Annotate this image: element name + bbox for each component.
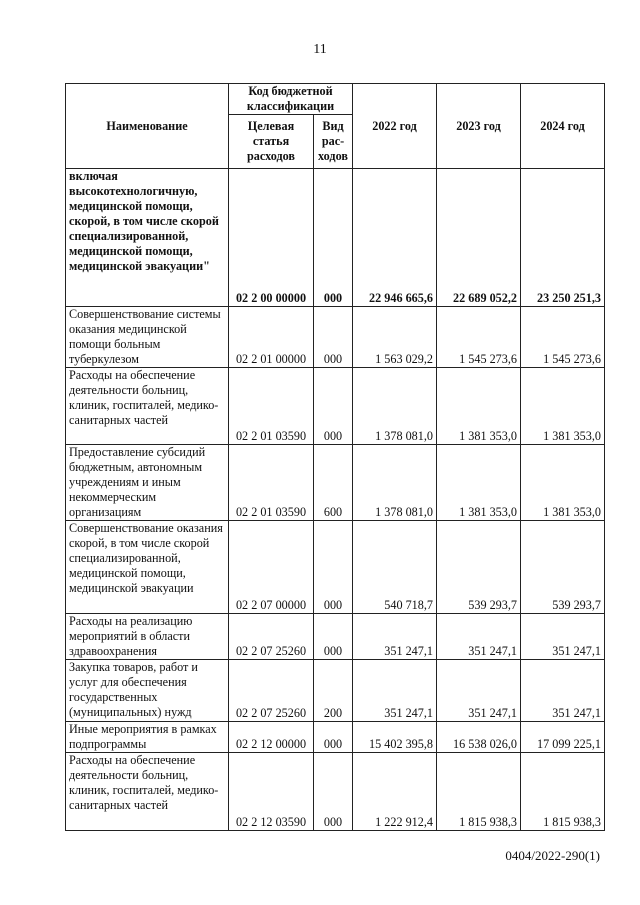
table-row [66,521,605,614]
row-value-2022: 1 378 081,0 [353,445,437,521]
row-expense-type: 000 [314,521,353,614]
row-value-2023: 16 538 026,0 [437,722,521,753]
header-target-article: Целевая статья расходов [229,115,314,169]
row-expense-type: 000 [314,753,353,831]
row-expense-type: 000 [314,169,353,307]
row-value-2024: 23 250 251,3 [521,169,605,307]
row-target-code: 02 2 07 25260 [229,614,314,660]
row-value-2023: 1 545 273,6 [437,307,521,368]
row-value-2022: 1 222 912,4 [353,753,437,831]
row-target-code: 02 2 07 00000 [229,521,314,614]
row-name: Совершенствование оказания скорой, в том числе скорой специализированной, медицинской помощи, медицинской эвакуации [66,521,229,614]
table-row [66,169,605,307]
row-value-2024: 1 815 938,3 [521,753,605,831]
row-value-2023: 351 247,1 [437,660,521,722]
row-value-2024: 351 247,1 [521,660,605,722]
row-value-2024: 539 293,7 [521,521,605,614]
row-target-code: 02 2 07 25260 [229,660,314,722]
row-name: Расходы на обеспечение деятельности больниц, клиник, госпиталей, медико-санитарных частей [66,753,229,831]
table-row [66,445,605,521]
row-value-2022: 15 402 395,8 [353,722,437,753]
row-name: Расходы на обеспечение деятельности больниц, клиник, госпиталей, медико-санитарных частей [66,368,229,445]
row-value-2023: 351 247,1 [437,614,521,660]
header-code-group: Код бюджетной классификации [229,84,353,115]
row-name: Совершенствование системы оказания медицинской помощи больным туберкулезом [66,307,229,368]
row-value-2024: 1 381 353,0 [521,445,605,521]
row-value-2022: 351 247,1 [353,660,437,722]
table-row [66,368,605,445]
row-expense-type: 000 [314,307,353,368]
header-year-2022: 2022 год [353,84,437,169]
table-row [66,307,605,368]
row-target-code: 02 2 12 00000 [229,722,314,753]
row-value-2024: 351 247,1 [521,614,605,660]
table-row [66,660,605,722]
row-value-2024: 1 545 273,6 [521,307,605,368]
header-name: Наименование [66,84,229,169]
header-expense-type: Вид рас-ходов [314,115,353,169]
document-code: 0404/2022-290(1) [505,848,600,863]
row-target-code: 02 2 01 00000 [229,307,314,368]
row-value-2022: 1 378 081,0 [353,368,437,445]
row-value-2023: 22 689 052,2 [437,169,521,307]
row-value-2023: 1 381 353,0 [437,445,521,521]
header-row-top [66,84,605,115]
row-value-2023: 539 293,7 [437,521,521,614]
row-value-2022: 540 718,7 [353,521,437,614]
table-row [66,753,605,831]
row-name: включая высокотехнологичную, медицинской помощи, скорой, в том числе скорой специализированной, медицинской помощи, медицинской эвакуации" [66,169,229,307]
row-target-code: 02 2 00 00000 [229,169,314,307]
row-expense-type: 000 [314,368,353,445]
budget-table [65,83,605,831]
row-value-2024: 17 099 225,1 [521,722,605,753]
table-row [66,722,605,753]
row-expense-type: 200 [314,660,353,722]
table-row [66,614,605,660]
row-expense-type: 600 [314,445,353,521]
row-expense-type: 000 [314,614,353,660]
row-value-2022: 1 563 029,2 [353,307,437,368]
row-value-2023: 1 815 938,3 [437,753,521,831]
row-target-code: 02 2 01 03590 [229,368,314,445]
row-name: Закупка товаров, работ и услуг для обеспечения государственных (муниципальных) нужд [66,660,229,722]
row-name: Предоставление субсидий бюджетным, автономным учреждениям и иным некоммерческим организациям [66,445,229,521]
row-value-2023: 1 381 353,0 [437,368,521,445]
page-number: 11 [313,42,327,57]
row-value-2022: 22 946 665,6 [353,169,437,307]
row-target-code: 02 2 01 03590 [229,445,314,521]
header-year-2023: 2023 год [437,84,521,169]
header-year-2024: 2024 год [521,84,605,169]
row-target-code: 02 2 12 03590 [229,753,314,831]
row-name: Расходы на реализацию мероприятий в области здравоохранения [66,614,229,660]
row-name: Иные мероприятия в рамках подпрограммы [66,722,229,753]
row-value-2022: 351 247,1 [353,614,437,660]
row-value-2024: 1 381 353,0 [521,368,605,445]
row-expense-type: 000 [314,722,353,753]
